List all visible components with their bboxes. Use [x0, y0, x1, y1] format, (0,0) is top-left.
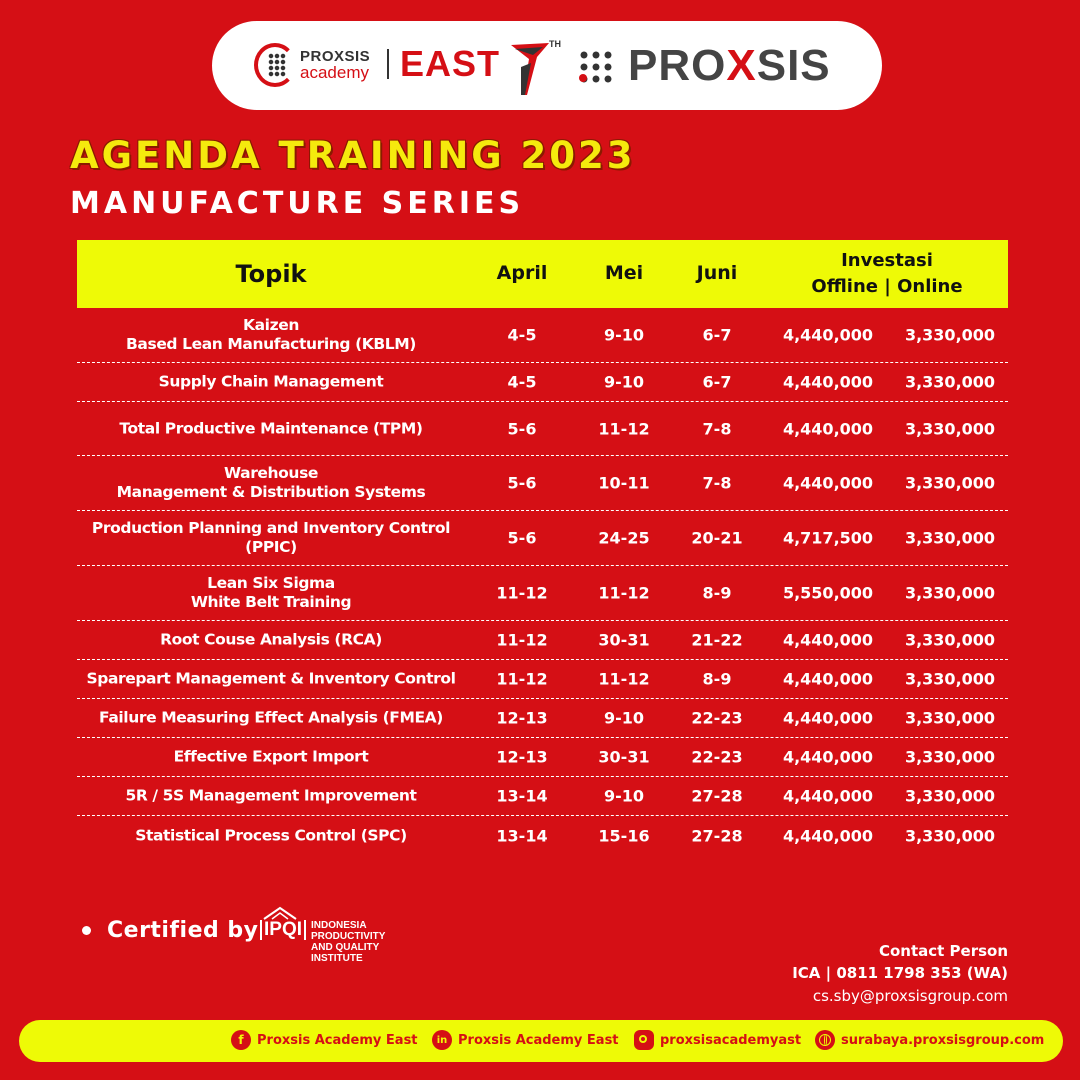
logo-separator — [387, 49, 389, 79]
row-offline-price: 4,440,000 — [782, 708, 874, 728]
ipqi-logo — [258, 906, 418, 964]
row-online-price: 3,330,000 — [904, 419, 996, 438]
row-mei: 15-16 — [598, 826, 650, 845]
row-topic: Warehouse Management & Distribution Systems — [116, 464, 426, 501]
row-offline-price: 4,440,000 — [782, 747, 874, 767]
row-mei: 9-10 — [603, 372, 645, 392]
row-online-price: 3,330,000 — [904, 583, 996, 603]
row-april: 5-6 — [507, 473, 537, 493]
row-juni: 6-7 — [702, 325, 732, 345]
row-topic: Total Productive Maintenance (TPM) — [119, 419, 423, 437]
table-row — [77, 738, 1008, 777]
row-april: 12-13 — [496, 708, 548, 728]
row-online-price: 3,330,000 — [904, 325, 996, 345]
row-april: 11-12 — [496, 630, 548, 650]
row-topic: 5R / 5S Management Improvement — [125, 786, 417, 805]
row-online-price: 3,330,000 — [904, 473, 996, 493]
row-juni: 7-8 — [702, 473, 732, 493]
row-offline-price: 4,440,000 — [782, 630, 874, 650]
logo-academy-line1: PROXSIS — [300, 48, 371, 65]
linkedin-label: Proxsis Academy East — [458, 1032, 619, 1048]
bullet-icon — [82, 926, 91, 935]
row-april: 4-5 — [507, 372, 537, 392]
row-topic: Statistical Process Control (SPC) — [135, 826, 407, 844]
instagram-icon — [634, 1030, 654, 1050]
row-juni: 8-9 — [702, 583, 732, 603]
row-online-price: 3,330,000 — [904, 826, 996, 845]
row-april: 11-12 — [496, 583, 548, 603]
header-investasi-title: Investasi — [841, 250, 933, 271]
row-april: 13-14 — [496, 826, 548, 845]
instagram-link[interactable] — [634, 1030, 801, 1050]
row-juni: 27-28 — [691, 826, 743, 845]
row-april: 11-12 — [496, 669, 548, 689]
row-mei: 9-10 — [603, 325, 645, 345]
row-mei: 11-12 — [598, 669, 650, 689]
row-april: 4-5 — [507, 325, 537, 345]
table-header — [77, 240, 1008, 308]
row-online-price: 3,330,000 — [904, 708, 996, 728]
contact-phone[interactable]: ICA | 0811 1798 353 (WA) — [792, 964, 1008, 982]
row-juni: 27-28 — [691, 786, 743, 806]
instagram-label: proxsisacademyast — [660, 1032, 802, 1048]
row-juni: 22-23 — [691, 747, 743, 767]
row-juni: 8-9 — [702, 669, 732, 689]
row-topic: Effective Export Import — [173, 747, 369, 766]
row-topic: Root Couse Analysis (RCA) — [160, 630, 382, 649]
table-row — [77, 511, 1008, 566]
row-topic: Lean Six Sigma White Belt Training — [190, 574, 352, 611]
row-online-price: 3,330,000 — [904, 372, 996, 392]
page-title: AGENDA TRAINING 2023 — [70, 134, 636, 177]
table-row — [77, 660, 1008, 699]
anniversary-7th-logo — [507, 37, 559, 99]
row-online-price: 3,330,000 — [904, 747, 996, 767]
contact-block — [792, 940, 1008, 1008]
table-row — [77, 456, 1008, 511]
facebook-icon: f — [231, 1030, 251, 1050]
linkedin-link[interactable] — [432, 1030, 619, 1050]
row-topic: Production Planning and Inventory Control (PPIC) — [91, 519, 451, 556]
row-offline-price: 4,440,000 — [782, 473, 874, 493]
row-offline-price: 4,440,000 — [782, 669, 874, 689]
table-row — [77, 816, 1008, 855]
proxsis-academy-logo — [254, 43, 370, 87]
row-online-price: 3,330,000 — [904, 528, 996, 548]
row-topic: Sparepart Management & Inventory Control — [86, 669, 456, 688]
header-topik: Topik — [235, 260, 307, 288]
contact-title: Contact Person — [878, 942, 1008, 960]
website-label: surabaya.proxsisgroup.com — [841, 1032, 1045, 1048]
row-topic: Kaizen Based Lean Manufacturing (KBLM) — [126, 316, 416, 353]
contact-email[interactable]: cs.sby@proxsisgroup.com — [812, 987, 1008, 1005]
header-logo-bar — [212, 21, 882, 110]
east-label: EAST — [400, 43, 501, 84]
proxsis-dots-icon — [578, 49, 614, 85]
row-juni: 6-7 — [702, 372, 732, 392]
header-mei: Mei — [604, 262, 644, 284]
ipqi-name: INDONESIA PRODUCTIVITY AND QUALITY INSTITUTE — [311, 920, 386, 964]
linkedin-icon: in — [432, 1030, 452, 1050]
table-row — [77, 621, 1008, 660]
header-juni: Juni — [696, 262, 738, 284]
row-offline-price: 4,440,000 — [782, 826, 874, 845]
proxsis-wordmark: PROXSIS — [628, 41, 831, 90]
row-offline-price: 4,440,000 — [782, 786, 874, 806]
header-april: April — [496, 262, 548, 284]
table-row — [77, 402, 1008, 456]
row-april: 12-13 — [496, 747, 548, 767]
header-investasi — [777, 248, 997, 300]
anniversary-sup: TH — [549, 39, 561, 49]
row-offline-price: 4,440,000 — [782, 419, 874, 438]
row-offline-price: 4,440,000 — [782, 325, 874, 345]
row-mei: 30-31 — [598, 630, 650, 650]
table-row — [77, 363, 1008, 402]
ipqi-roof-icon — [262, 906, 298, 920]
certified-by — [82, 918, 259, 943]
table-row — [77, 777, 1008, 816]
row-april: 5-6 — [507, 528, 537, 548]
row-mei: 11-12 — [598, 419, 650, 438]
row-online-price: 3,330,000 — [904, 786, 996, 806]
table-row — [77, 566, 1008, 621]
ipqi-code: IPQI — [260, 920, 306, 940]
row-offline-price: 5,550,000 — [782, 583, 874, 603]
row-offline-price: 4,717,500 — [782, 528, 874, 548]
proxsis-academy-mark-icon — [254, 43, 296, 87]
row-juni: 20-21 — [691, 528, 743, 548]
row-mei: 9-10 — [603, 708, 645, 728]
globe-icon — [815, 1030, 835, 1050]
row-juni: 7-8 — [702, 419, 732, 438]
row-mei: 30-31 — [598, 747, 650, 767]
facebook-label: Proxsis Academy East — [257, 1032, 418, 1048]
row-mei: 11-12 — [598, 583, 650, 603]
table-row — [77, 699, 1008, 738]
footer-social-bar — [19, 1020, 1063, 1062]
certified-label: Certified by — [107, 918, 259, 943]
table-body — [77, 308, 1008, 855]
row-offline-price: 4,440,000 — [782, 372, 874, 392]
row-juni: 21-22 — [691, 630, 743, 650]
facebook-link[interactable] — [231, 1030, 418, 1050]
row-juni: 22-23 — [691, 708, 743, 728]
row-april: 13-14 — [496, 786, 548, 806]
logo-academy-line2: academy — [300, 63, 369, 82]
header-investasi-sub: Offline | Online — [811, 276, 963, 297]
row-topic: Supply Chain Management — [158, 372, 384, 391]
page-subtitle: MANUFACTURE SERIES — [70, 186, 525, 221]
website-link[interactable] — [815, 1030, 1044, 1050]
row-topic: Failure Measuring Effect Analysis (FMEA) — [99, 708, 443, 727]
table-row — [77, 308, 1008, 363]
row-mei: 9-10 — [603, 786, 645, 806]
row-mei: 24-25 — [598, 528, 650, 548]
row-mei: 10-11 — [598, 473, 650, 493]
row-online-price: 3,330,000 — [904, 630, 996, 650]
row-online-price: 3,330,000 — [904, 669, 996, 689]
row-april: 5-6 — [507, 419, 537, 438]
